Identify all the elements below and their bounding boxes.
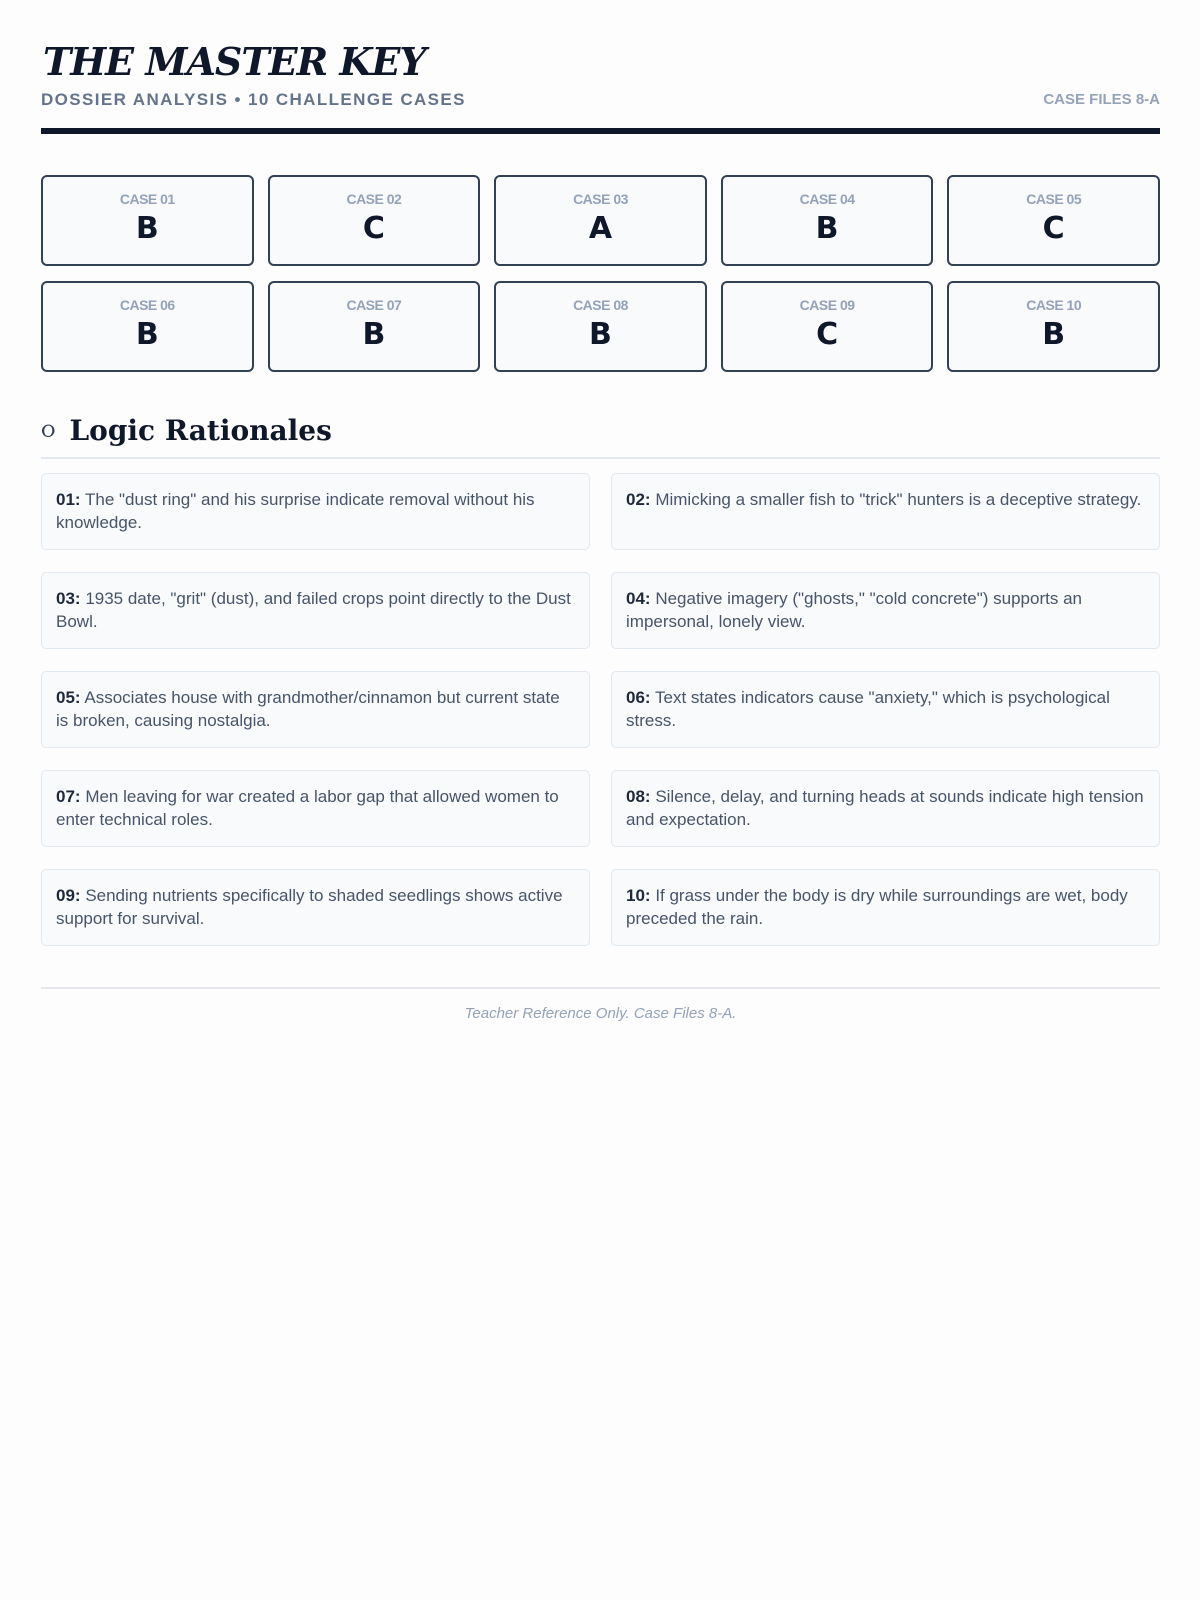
answer-card — [268, 175, 481, 266]
rationale-number: 04: — [626, 589, 651, 608]
case-files-label: CASE FILES 8-A — [1043, 91, 1160, 108]
rationale-number: 06: — [626, 688, 651, 707]
rationale-text: Negative imagery ("ghosts," "cold concrete") supports an impersonal, lonely view. — [626, 589, 1082, 631]
rationale-text: If grass under the body is dry while surroundings are wet, body preceded the rain. — [626, 886, 1128, 928]
case-answer: C — [362, 211, 385, 246]
rationale-number: 02: — [626, 490, 651, 509]
answer-card — [41, 175, 254, 266]
rationale-number: 01: — [56, 490, 81, 509]
case-label: CASE 10 — [1026, 297, 1082, 313]
rationale-number: 03: — [56, 589, 81, 608]
case-answer: B — [589, 317, 612, 352]
page-title: THE MASTER KEY — [43, 39, 426, 84]
rationale-text: Men leaving for war created a labor gap that allowed women to enter technical roles. — [56, 787, 559, 829]
rationale-card — [611, 572, 1160, 649]
rationale-text: Mimicking a smaller fish to "trick" hunters is a deceptive strategy. — [655, 490, 1142, 509]
section-heading — [41, 414, 1160, 459]
rationale-text: Silence, delay, and turning heads at sounds indicate high tension and expectation. — [626, 787, 1144, 829]
case-label: CASE 09 — [799, 297, 855, 313]
answer-card — [721, 281, 934, 372]
rationale-text: Sending nutrients specifically to shaded seedlings shows active support for survival. — [56, 886, 563, 928]
rationale-text: Associates house with grandmother/cinnamon but current state is broken, causing nostalgia. — [56, 688, 560, 730]
answer-card — [721, 175, 934, 266]
rationale-card — [41, 473, 590, 550]
case-answer: B — [135, 317, 159, 352]
rationale-number: 10: — [626, 886, 651, 905]
case-answer: C — [816, 317, 839, 352]
rationale-card — [41, 671, 590, 748]
brain-icon: ૦ — [41, 416, 56, 444]
rationale-card — [41, 572, 590, 649]
rationale-card — [611, 869, 1160, 946]
rationale-number: 05: — [56, 688, 81, 707]
case-answer: B — [135, 211, 159, 246]
rationale-number: 08: — [626, 787, 651, 806]
case-answer: B — [362, 317, 386, 352]
section-title: Logic Rationales — [69, 414, 332, 447]
case-answer: C — [1042, 211, 1065, 246]
case-label: CASE 03 — [573, 191, 628, 207]
rationale-card — [611, 671, 1160, 748]
rationale-text: The "dust ring" and his surprise indicate removal without his knowledge. — [56, 490, 535, 532]
answer-card — [494, 175, 707, 266]
case-label: CASE 01 — [119, 191, 175, 207]
case-label: CASE 05 — [1026, 191, 1082, 207]
answer-card — [41, 281, 254, 372]
case-label: CASE 02 — [346, 191, 402, 207]
rationale-number: 09: — [56, 886, 81, 905]
case-answer: B — [1042, 317, 1066, 352]
answer-card — [947, 175, 1160, 266]
rationale-text: 1935 date, "grit" (dust), and failed crops point directly to the Dust Bowl. — [56, 589, 571, 631]
case-label: CASE 04 — [799, 191, 855, 207]
header — [41, 40, 1160, 134]
rationale-card — [41, 770, 590, 847]
case-answer: A — [588, 211, 613, 246]
rationale-list — [41, 473, 1160, 946]
answer-grid — [41, 175, 1160, 372]
rationale-card — [41, 869, 590, 946]
rationale-text: Text states indicators cause "anxiety," which is psychological stress. — [626, 688, 1110, 730]
rationale-card — [611, 473, 1160, 550]
answer-card — [268, 281, 481, 372]
case-label: CASE 07 — [346, 297, 402, 313]
answer-card — [494, 281, 707, 372]
rationale-card — [611, 770, 1160, 847]
rationale-number: 07: — [56, 787, 81, 806]
footer-note: Teacher Reference Only. Case Files 8-A. — [41, 987, 1160, 1022]
case-label: CASE 06 — [119, 297, 175, 313]
case-answer: B — [815, 211, 839, 246]
answer-card — [947, 281, 1160, 372]
case-label: CASE 08 — [573, 297, 628, 313]
page-subtitle: DOSSIER ANALYSIS • 10 CHALLENGE CASES — [41, 90, 466, 109]
